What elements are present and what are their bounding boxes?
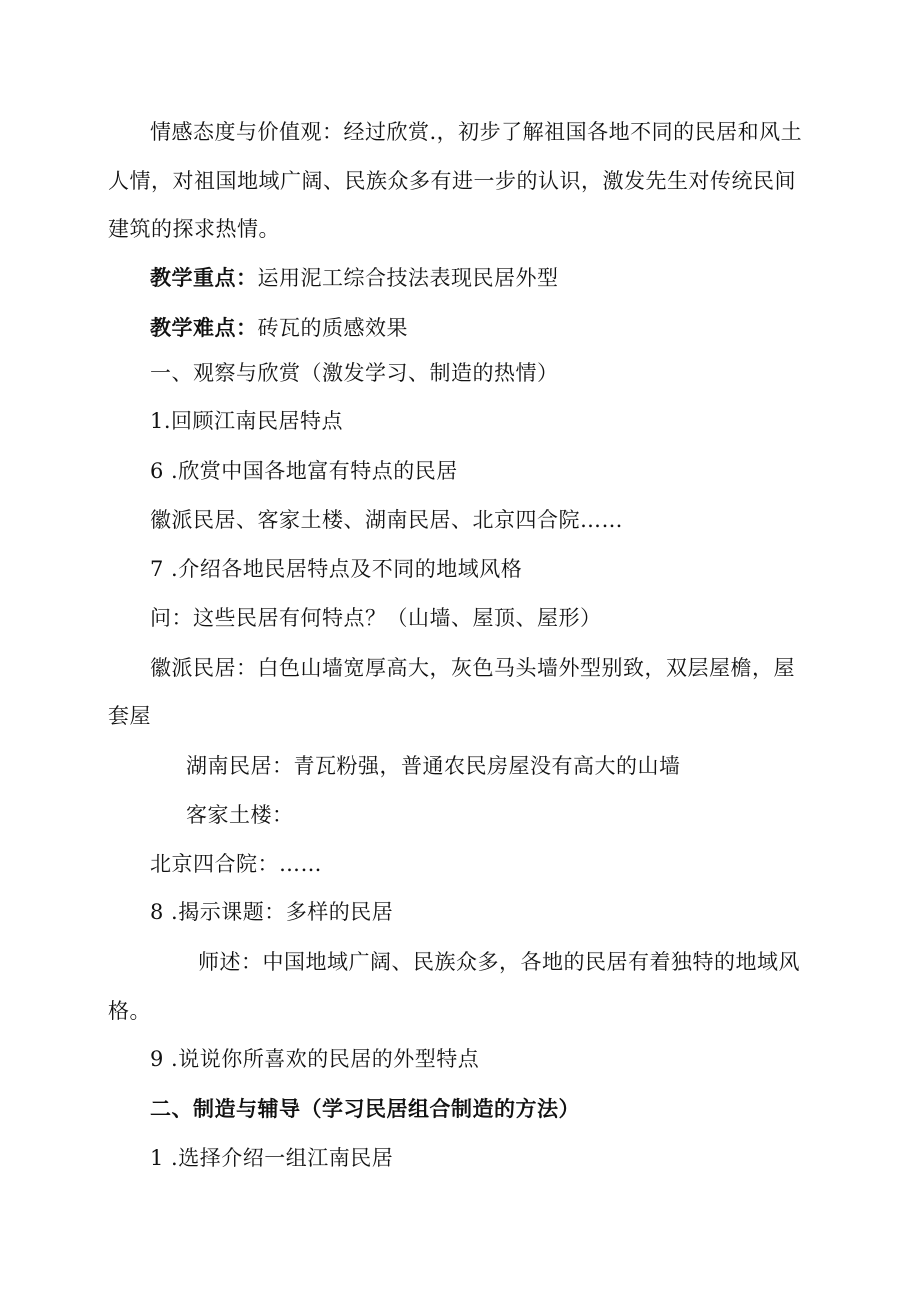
- teacher-line-1: 师述：中国地域广阔、民族众多，各地的民居有着独特的地域风: [198, 950, 800, 974]
- huipai-line-1: 徽派民居：白色山墙宽厚高大，灰色马头墙外型别致，双层屋檐，屋: [150, 656, 795, 680]
- item-7: 7 .介绍各地民居特点及不同的地域风格: [150, 557, 523, 581]
- item-last: 1 .选择介绍一组江南民居: [150, 1146, 394, 1170]
- key-point-text: 运用泥工综合技法表现民居外型: [257, 266, 559, 290]
- item-9: 9 .说说你所喜欢的民居的外型特点: [150, 1047, 480, 1071]
- item-1: 1.回顾江南民居特点: [150, 409, 344, 433]
- houses-list: 徽派民居、客家土楼、湖南民居、北京四合院……: [150, 508, 623, 532]
- goals-line-1: 情感态度与价值观：经过欣赏.，初步了解祖国各地不同的民居和风土: [150, 120, 803, 144]
- difficulty-text: 砖瓦的质感效果: [257, 316, 408, 340]
- beijing-description: 北京四合院：……: [150, 852, 322, 876]
- teacher-line-2: 格。: [108, 999, 151, 1023]
- hakka-description: 客家土楼：: [186, 803, 294, 827]
- difficulty-label: 教学难点：: [150, 315, 258, 340]
- goals-line-2: 人情，对祖国地域广阔、民族众多有进一步的认识，激发先生对传统民间: [108, 169, 796, 193]
- goals-line-3: 建筑的探求热情。: [108, 217, 280, 241]
- section-2-title: 二、制造与辅导（学习民居组合制造的方法）: [150, 1096, 580, 1121]
- item-6: 6 .欣赏中国各地富有特点的民居: [150, 459, 458, 483]
- huipai-line-2: 套屋: [108, 704, 151, 728]
- key-point: [150, 263, 559, 293]
- item-8: 8 .揭示课题：多样的民居: [150, 900, 394, 924]
- difficulty: [150, 313, 408, 343]
- key-point-label: 教学重点：: [150, 265, 258, 290]
- hunan-description: 湖南民居：青瓦粉强，普通农民房屋没有高大的山墙: [186, 754, 681, 778]
- section-1-title: 一、观察与欣赏（激发学习、制造的热情）: [150, 361, 559, 385]
- question: 问：这些民居有何特点？（山墙、屋顶、屋形）: [150, 606, 602, 630]
